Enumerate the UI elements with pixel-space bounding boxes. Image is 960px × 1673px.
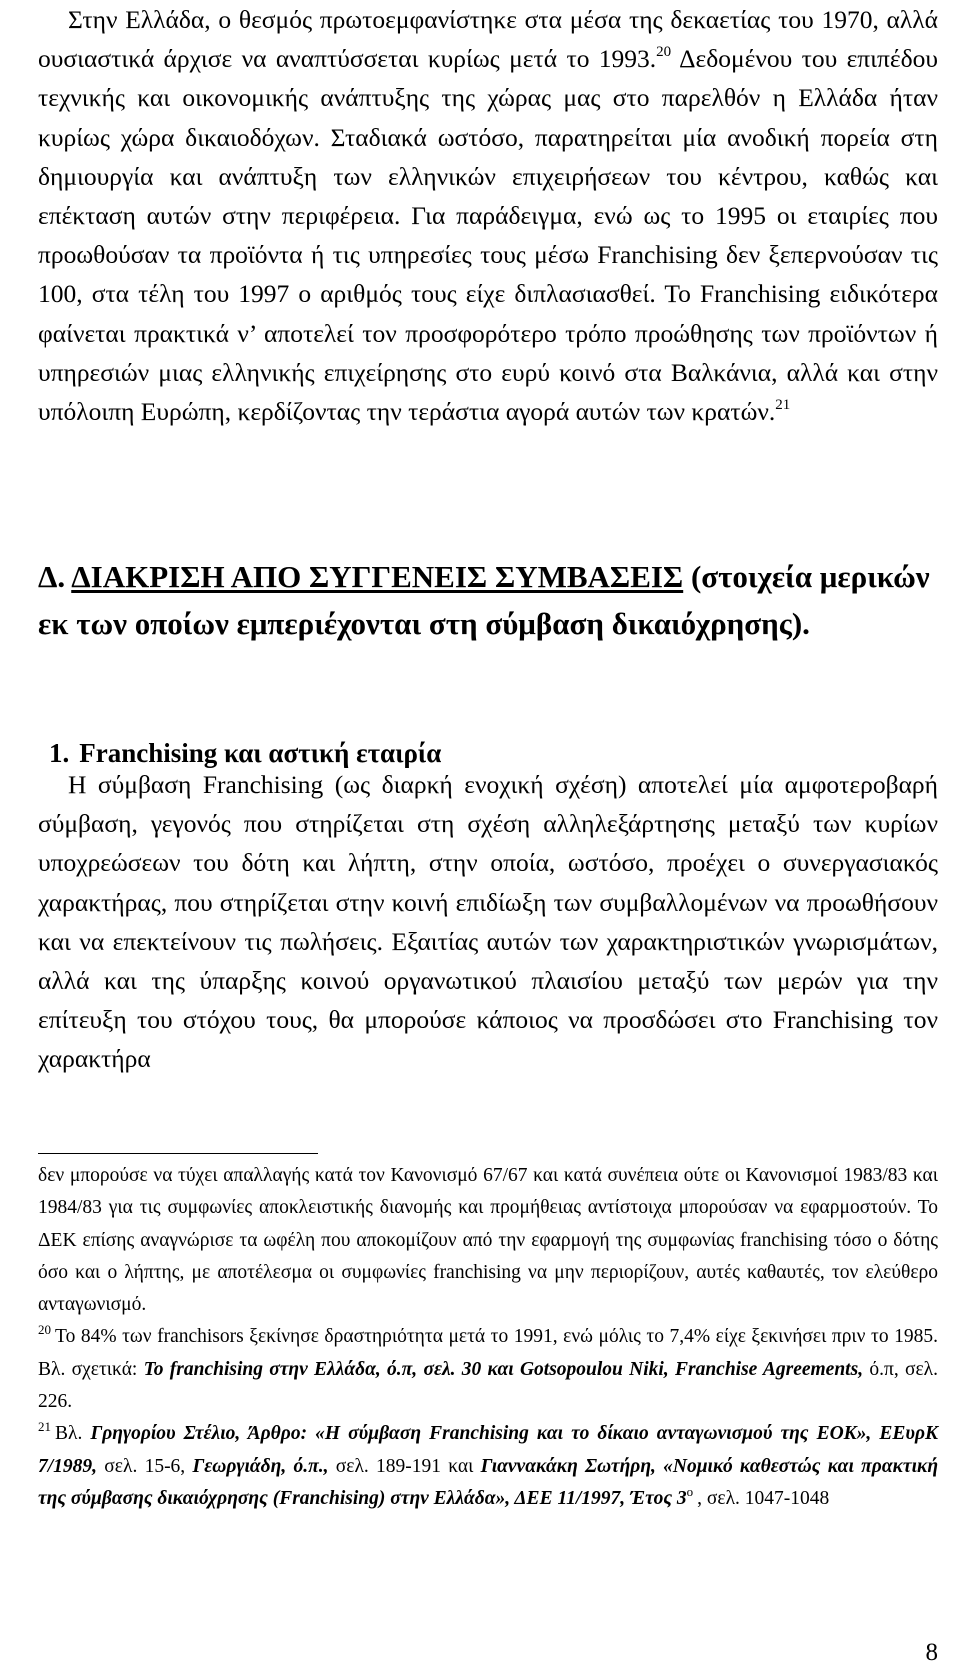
footnote-21-ordinal: ο <box>686 1483 694 1499</box>
footnote-21-pages-1: σελ. 15-6, <box>104 1455 186 1477</box>
footnote-21 <box>38 1418 938 1515</box>
section-title-rest: (στοιχεία μερικών εκ των οποίων εμπεριέχονται στη σύμβαση δικαιόχρησης). <box>38 559 930 641</box>
footnote-marker-20: 20 <box>38 1322 51 1338</box>
footnote-21-reference-2: Γεωργιάδη, ό.π., <box>192 1455 329 1477</box>
sub-heading-number: 1. <box>49 738 70 768</box>
section-heading <box>38 553 938 647</box>
footnote-21-reference-1: Γρηγορίου Στέλιο, Άρθρο: «Η σύμβαση Franchising και το δίκαιο ανταγωνισμού της ΕΟΚ», ΕΕυρΚ 7/1989, <box>38 1423 939 1477</box>
page-number: 8 <box>925 1639 938 1666</box>
footnote-21-intro: Βλ. <box>55 1423 83 1445</box>
footnote-marker-21: 21 <box>38 1419 51 1435</box>
paragraph-franchising-in-greece <box>38 0 938 431</box>
section-letter: Δ. <box>38 559 66 594</box>
paragraph-body: Η σύμβαση Franchising (ως διαρκή ενοχική σχέση) αποτελεί μία αμφοτεροβαρή σύμβαση, γεγονός που στηρίζεται στη σχέση αλληλεξάρτησης μεταξύ των κυρίων υποχρεώσεων του δότη και λήπτη, στην οποία, ωστόσο, προέχει ο συνεργασιακός χαρακτήρας, που στηρίζεται στην κοινή επιδίωξη των συμβαλλομένων να προωθήσουν και να επεκτείνουν τις πωλήσεις. Εξαιτίας αυτών των χαρακτηριστικών γνωρισμάτων, αλλά και της ύπαρξης κοινού οργανωτικού πλαισίου μεταξύ των μερών για την επίτευξη του στόχου τους, θα μπορούσε κάποιος να προσδώσει στο Franchising τον χαρακτήρα <box>38 770 938 1074</box>
footnote-ref-21[interactable]: 21 <box>775 397 791 414</box>
paragraph-line-2: 1970, αλλά ουσιαστικά άρχισε να αναπτύσσεται κυρίως μετά το 1993. <box>38 5 938 74</box>
paragraph-line-1: Στην Ελλάδα, ο θεσμός πρωτοεμφανίστηκε στα μέσα της δεκαετίας του <box>68 5 814 34</box>
footnote-divider <box>38 1153 318 1154</box>
footnote-continuation <box>38 1160 938 1321</box>
footnote-ref-20[interactable]: 20 <box>656 44 672 61</box>
footnote-21-pages-2: σελ. 189-191 και <box>335 1455 474 1477</box>
footnote-21-tail: , σελ. 1047-1048 <box>697 1487 830 1509</box>
footnote-20-text: Το 84% των franchisors ξεκίνησε δραστηριότητα μετά το 1991, ενώ μόλις το 7,4% είχε ξεκινήσει πριν το 1985. Βλ. σχετικά: <box>38 1326 938 1380</box>
footnote-20 <box>38 1321 938 1418</box>
footnote-21-reference-3: Γιαννακάκη Σωτήρη, «Νομικό καθεστώς και πρακτική της σύμβασης δικαιόχρησης (Franchising) στην Ελλάδα», ΔΕΕ 11/1997, Έτος 3 <box>38 1455 939 1509</box>
footnote-20-reference: Το franchising στην Ελλάδα, ό.π, σελ. 30 και Gotsopoulou Niki, Franchise Agreements, <box>143 1358 864 1380</box>
footnotes-section <box>38 1160 938 1515</box>
sub-heading-title: Franchising και αστική εταιρία <box>79 738 442 768</box>
paragraph-franchising-and-partnership <box>38 765 938 1079</box>
footnote-20-tail: ό.π, σελ. 226. <box>38 1358 938 1413</box>
section-title-underlined: ΔΙΑΚΡΙΣΗ ΑΠΟ ΣΥΓΓΕΝΕΙΣ ΣΥΜΒΑΣΕΙΣ <box>71 559 684 594</box>
footnote-continuation-text: δεν μπορούσε να τύχει απαλλαγής κατά τον Κανονισμό 67/67 και κατά συνέπεια ούτε οι Κανονισμοί 1983/83 και 1984/83 για τις συμφωνίες αποκλειστικής διανομής και προμήθειας αντίστοιχα μπορούσαν να εφαρμοστούν. Το ΔΕΚ επίσης αναγνώρισε τα ωφέλη που αποκομίζουν από την εφαρμογή της συμφωνίας franchising τόσο ο δότης όσο και ο λήπτης, με αποτέλεσμα οι συμφωνίες franchising να μην περιορίζουν, αυτές καθαυτές, τον ελεύθερο ανταγωνισμό. <box>38 1165 938 1316</box>
paragraph-body: Δεδομένου του επιπέδου τεχνικής και οικονομικής ανάπτυξης της χώρας μας στο παρελθόν η Ελλάδα ήταν κυρίως χώρα δικαιοδόχων. Σταδιακά ωστόσο, παρατηρείται μία ανοδική πορεία στη δημιουργία και ανάπτυξη των ελληνικών επιχειρήσεων του κέντρου, καθώς και επέκταση αυτών στην περιφέρεια. Για παράδειγμα, ενώ ως το 1995 οι εταιρίες που προωθούσαν τα προϊόντα ή τις υπηρεσίες τους μέσω Franchising δεν ξεπερνούσαν τις 100, στα τέλη του 1997 ο αριθμός τους είχε διπλασιασθεί. Το Franchising ειδικότερα φαίνεται πρακτικά ν’ αποτελεί τον προσφορότερο τρόπο προώθησης των προϊόντων ή υπηρεσιών μιας ελληνικής επιχείρησης στο ευρύ κοινό στα Βαλκάνια, αλλά και στην υπόλοιπη Ευρώπη, κερδίζοντας την τεράστια αγορά αυτών των κρατών. <box>38 44 938 427</box>
